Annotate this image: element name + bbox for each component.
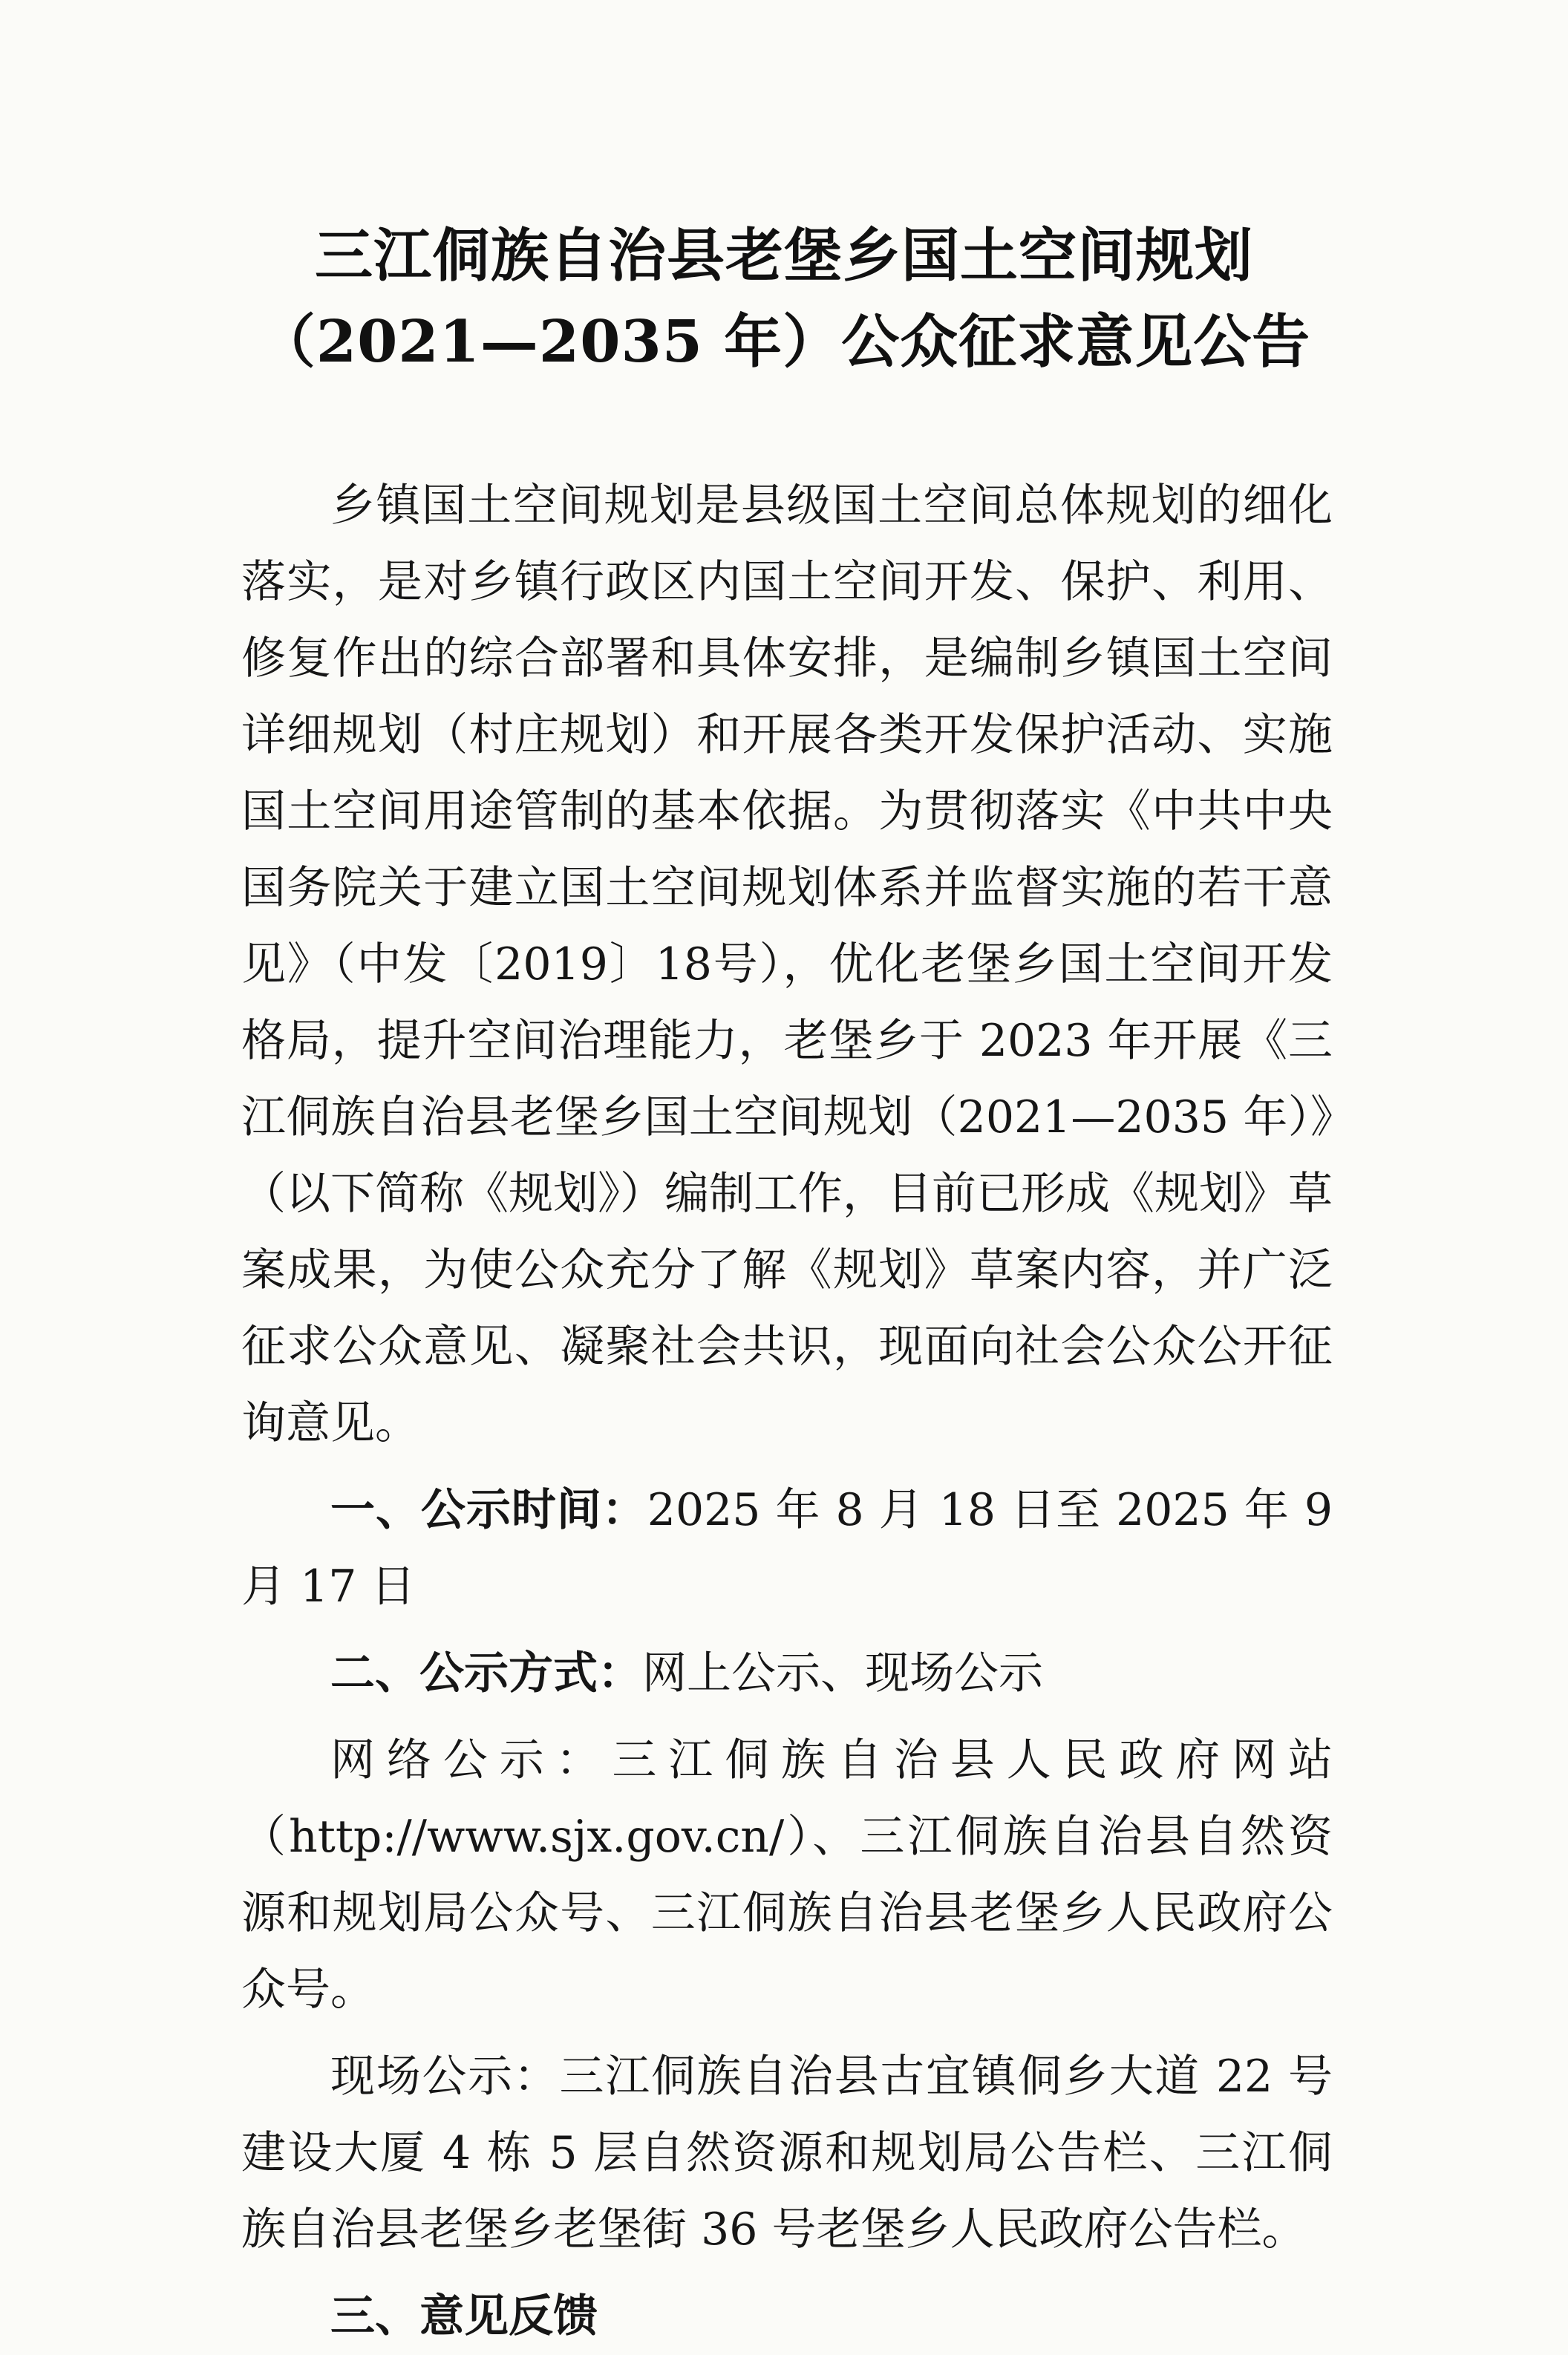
section-publicity-method [241, 1636, 1333, 1712]
document-title-line2: （2021—2035 年）公众征求意见公告 [257, 308, 1311, 376]
section-3-label: 三、意见反馈 [330, 2290, 598, 2342]
section-1-label: 一、公示时间： [330, 1484, 647, 1536]
section-feedback [241, 2279, 1333, 2355]
online-publicity-paragraph: 网络公示：三江侗族自治县人民政府网站（http://www.sjx.gov.cn/）、三江侗族自治县自然资源和规划局公众号、三江侗族自治县老堡乡人民政府公众号。 [241, 1734, 1333, 2016]
section-publicity-time [241, 1472, 1333, 1625]
intro-paragraph: 乡镇国土空间规划是县级国土空间总体规划的细化落实，是对乡镇行政区内国土空间开发、保护、利用、修复作出的综合部署和具体安排，是编制乡镇国土空间详细规划（村庄规划）和开展各类开发保护活动、实施国土空间用途管制的基本依据。为贯彻落实《中共中央国务院关于建立国土空间规划体系并监督实施的若干意见》（中发〔2019〕18号），优化老堡乡国土空间开发格局，提升空间治理能力，老堡乡于 2023 年开展《三江侗族自治县老堡乡国土空间规划（2021—2035 年）》（以下简称《规划》）编制工作，目前已形成《规划》草案成果，为使公众充分了解《规划》草案内容，并广泛征求公众意见、凝聚社会共识，现面向社会公众公开征询意见。 [241, 480, 1333, 1449]
section-2-value: 网上公示、现场公示 [642, 1647, 1043, 1699]
document-body [241, 468, 1333, 2355]
section-2-label: 二、公示方式： [330, 1647, 642, 1699]
document-title-line1: 三江侗族自治县老堡乡国土空间规划 [314, 222, 1253, 290]
section-1-value: 2025 年 8 月 18 日至 2025 年 9 月 17 日 [241, 1484, 1333, 1613]
onsite-publicity-paragraph: 现场公示：三江侗族自治县古宜镇侗乡大道 22 号建设大厦 4 栋 5 层自然资源和规划局公告栏、三江侗族自治县老堡乡老堡街 36 号老堡乡人民政府公告栏。 [241, 2051, 1333, 2256]
